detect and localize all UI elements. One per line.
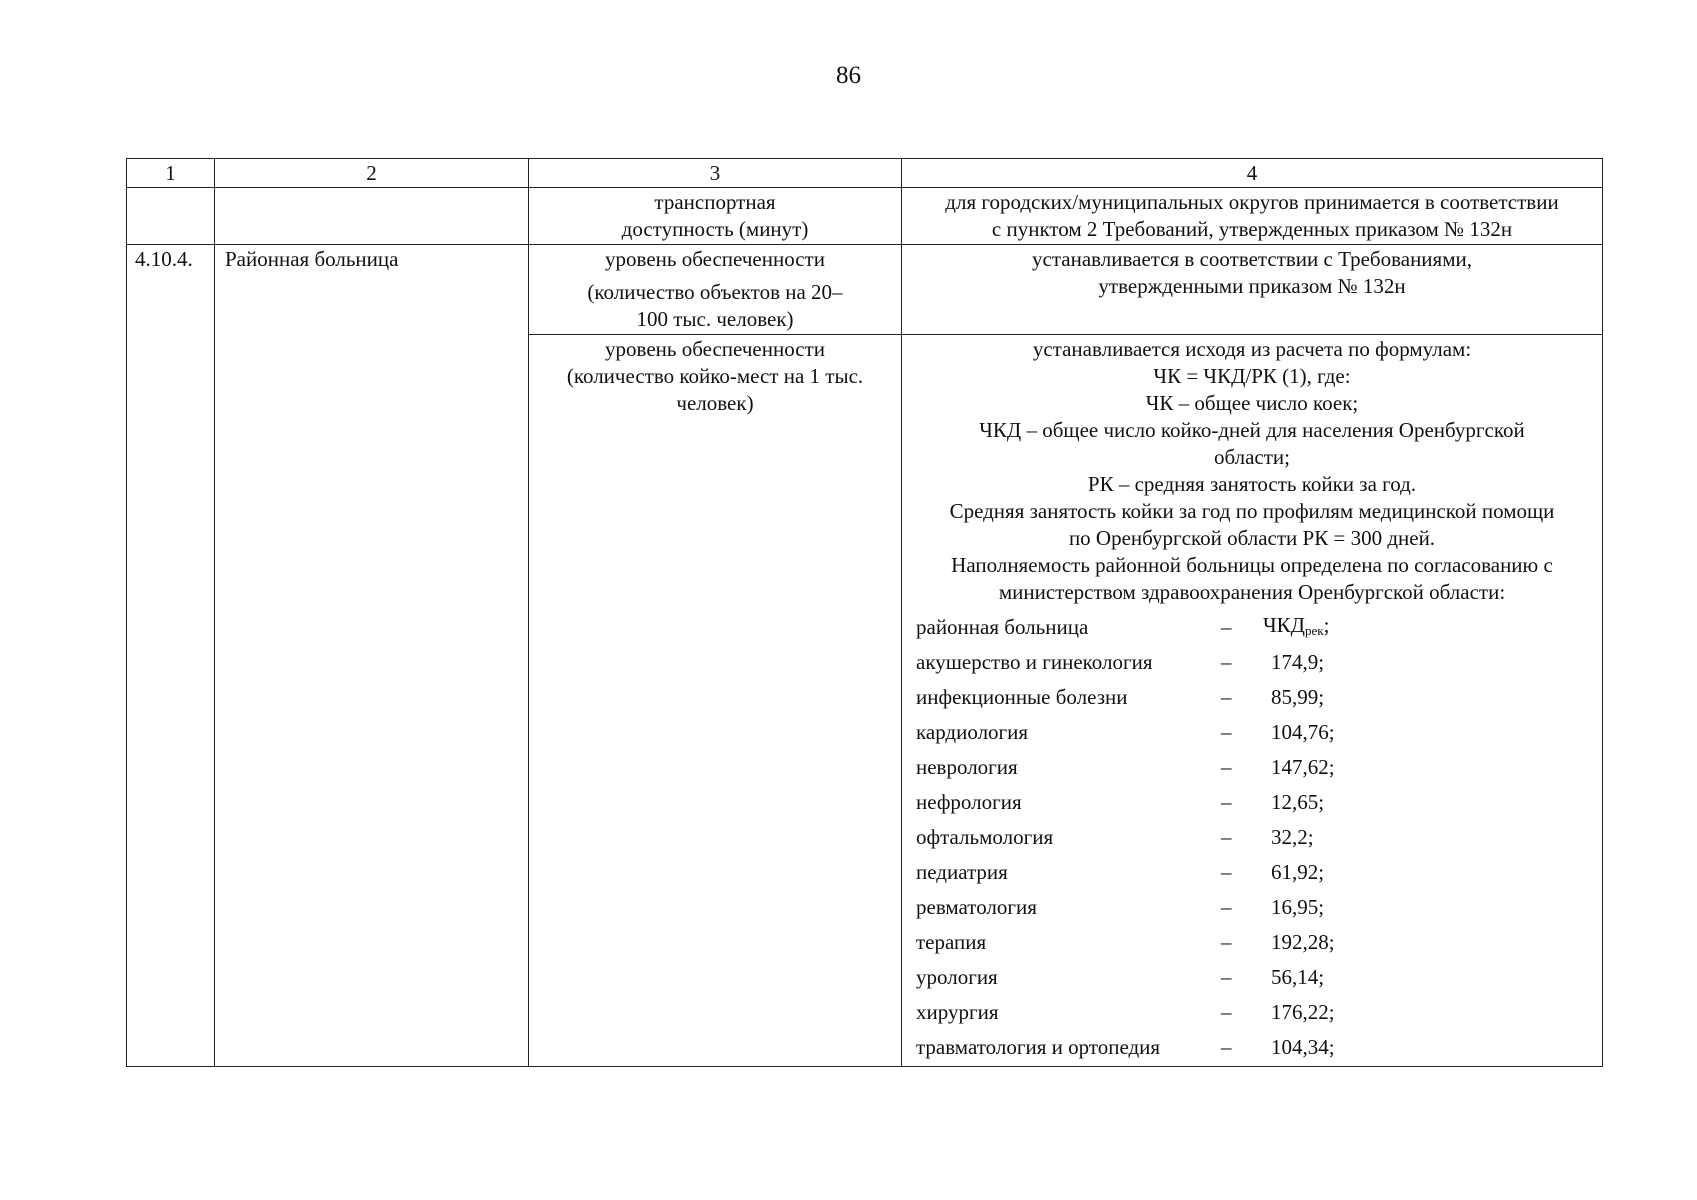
- value-count-cell: [902, 245, 1603, 335]
- indicator-beds-line: человек): [676, 391, 754, 415]
- list-item-dash: –: [1221, 615, 1232, 639]
- list-item-value: 104,34;: [1271, 1035, 1335, 1059]
- list-item-dash: –: [1221, 1000, 1232, 1024]
- list-item-name: урология: [916, 965, 998, 989]
- list-item: [916, 715, 1596, 750]
- list-item-dash: –: [1221, 860, 1232, 884]
- indicator-count-line: 100 тыс. человек): [636, 307, 794, 331]
- transport-row: [127, 188, 1603, 245]
- standards-table: [126, 158, 1603, 1067]
- list-item-dash: –: [1221, 720, 1232, 744]
- list-item-name: неврология: [916, 755, 1018, 779]
- list-item-dash: –: [1221, 650, 1232, 674]
- transport-indicator-cell: [529, 188, 902, 245]
- value-count-line: устанавливается в соответствии с Требованиями,: [1032, 247, 1472, 271]
- list-item: [916, 680, 1596, 715]
- transport-value-line: для городских/муниципальных округов принимается в соответствии: [945, 190, 1559, 214]
- header-row: [127, 159, 1603, 188]
- list-item: [916, 890, 1596, 925]
- transport-value-cell: [902, 188, 1603, 245]
- header-col-3: 3: [529, 159, 902, 188]
- list-item-name: нефрология: [916, 790, 1022, 814]
- list-item-dash: –: [1221, 895, 1232, 919]
- list-item-name: педиатрия: [916, 860, 1008, 884]
- formula-line: министерством здравоохранения Оренбургской области:: [998, 580, 1506, 604]
- formula-line: Средняя занятость койки за год по профилям медицинской помощи: [949, 499, 1555, 523]
- list-item: [916, 645, 1596, 680]
- list-item-name: инфекционные болезни: [916, 685, 1128, 709]
- list-item-name: терапия: [916, 930, 987, 954]
- indicator-count-line: (количество объектов на 20–: [587, 280, 843, 304]
- list-item: [916, 995, 1596, 1030]
- list-item-value: 176,22;: [1271, 1000, 1335, 1024]
- page-number: 86: [836, 62, 861, 89]
- item-number: 4.10.4.: [127, 245, 215, 1067]
- list-item: [916, 750, 1596, 785]
- list-item-dash: –: [1221, 755, 1232, 779]
- formula-line: области;: [1213, 445, 1291, 469]
- list-item-name: травматология и ортопедия: [916, 1035, 1161, 1059]
- indicator-count-cell: [529, 245, 902, 335]
- formula-line: ЧК – общее число коек;: [1145, 391, 1359, 415]
- value-count-line: утвержденными приказом № 132н: [1098, 274, 1406, 298]
- list-item-value: 85,99;: [1271, 685, 1325, 709]
- list-item-value: $ЧКД_{рек}$;: [1263, 612, 1330, 638]
- list-item-name: хирургия: [916, 1000, 999, 1024]
- list-item-value: 61,92;: [1271, 860, 1325, 884]
- hospital-row-count: [127, 245, 1603, 335]
- formula-text: [908, 336, 1596, 606]
- header-col-4: 4: [902, 159, 1603, 188]
- list-item-name: кардиология: [916, 720, 1029, 744]
- list-item-value: 192,28;: [1271, 930, 1335, 954]
- list-item-value: 16,95;: [1271, 895, 1325, 919]
- list-item: [916, 925, 1596, 960]
- list-item-value: 174,9;: [1271, 650, 1325, 674]
- indicator-beds-line: уровень обеспеченности: [605, 337, 825, 361]
- formula-line: РК – средняя занятость койки за год.: [1087, 472, 1417, 496]
- list-item-name: офтальмология: [916, 825, 1054, 849]
- list-item-name: ревматология: [916, 895, 1037, 919]
- transport-number-cell: [127, 188, 215, 245]
- list-item-value: 12,65;: [1271, 790, 1325, 814]
- list-item-name: акушерство и гинекология: [916, 650, 1153, 674]
- list-item: [916, 960, 1596, 995]
- list-item-name: районная больница: [916, 615, 1089, 639]
- formula-line: ЧКД – общее число койко-дней для населения Оренбургской: [979, 418, 1525, 442]
- list-item: [916, 610, 1596, 645]
- formula-line: устанавливается исходя из расчета по формулам:: [1032, 337, 1472, 361]
- formula-line: по Оренбургской области РК = 300 дней.: [1068, 526, 1436, 550]
- transport-indicator-line: транспортная: [654, 190, 776, 214]
- list-item-dash: –: [1221, 930, 1232, 954]
- list-item-dash: –: [1221, 790, 1232, 814]
- indicator-beds-line: (количество койко-мест на 1 тыс.: [566, 364, 864, 388]
- transport-indicator-line: доступность (минут): [621, 217, 809, 241]
- header-col-1: 1: [127, 159, 215, 188]
- list-item-dash: –: [1221, 825, 1232, 849]
- transport-name-cell: [215, 188, 529, 245]
- list-item-value: 32,2;: [1271, 825, 1314, 849]
- list-item: [916, 785, 1596, 820]
- header-col-2: 2: [215, 159, 529, 188]
- formula-line: ЧК = ЧКД/РК (1), где:: [1153, 364, 1351, 388]
- list-item: [916, 820, 1596, 855]
- list-item: [916, 855, 1596, 890]
- formula-line: Наполняемость районной больницы определена по согласованию с: [951, 553, 1553, 577]
- list-item-dash: –: [1221, 965, 1232, 989]
- value-beds-cell: [902, 335, 1603, 1067]
- list-item-value: 104,76;: [1271, 720, 1335, 744]
- list-item-dash: –: [1221, 1035, 1232, 1059]
- list-item-value: 56,14;: [1271, 965, 1325, 989]
- transport-value-line: с пунктом 2 Требований, утвержденных приказом № 132н: [991, 217, 1513, 241]
- list-item-value: 147,62;: [1271, 755, 1335, 779]
- object-name: Районная больница: [215, 245, 529, 1067]
- bed-profile-list: [916, 610, 1596, 1065]
- indicator-beds-cell: [529, 335, 902, 1067]
- list-item: [916, 1030, 1596, 1065]
- list-item-dash: –: [1221, 685, 1232, 709]
- indicator-count-line: уровень обеспеченности: [605, 247, 825, 271]
